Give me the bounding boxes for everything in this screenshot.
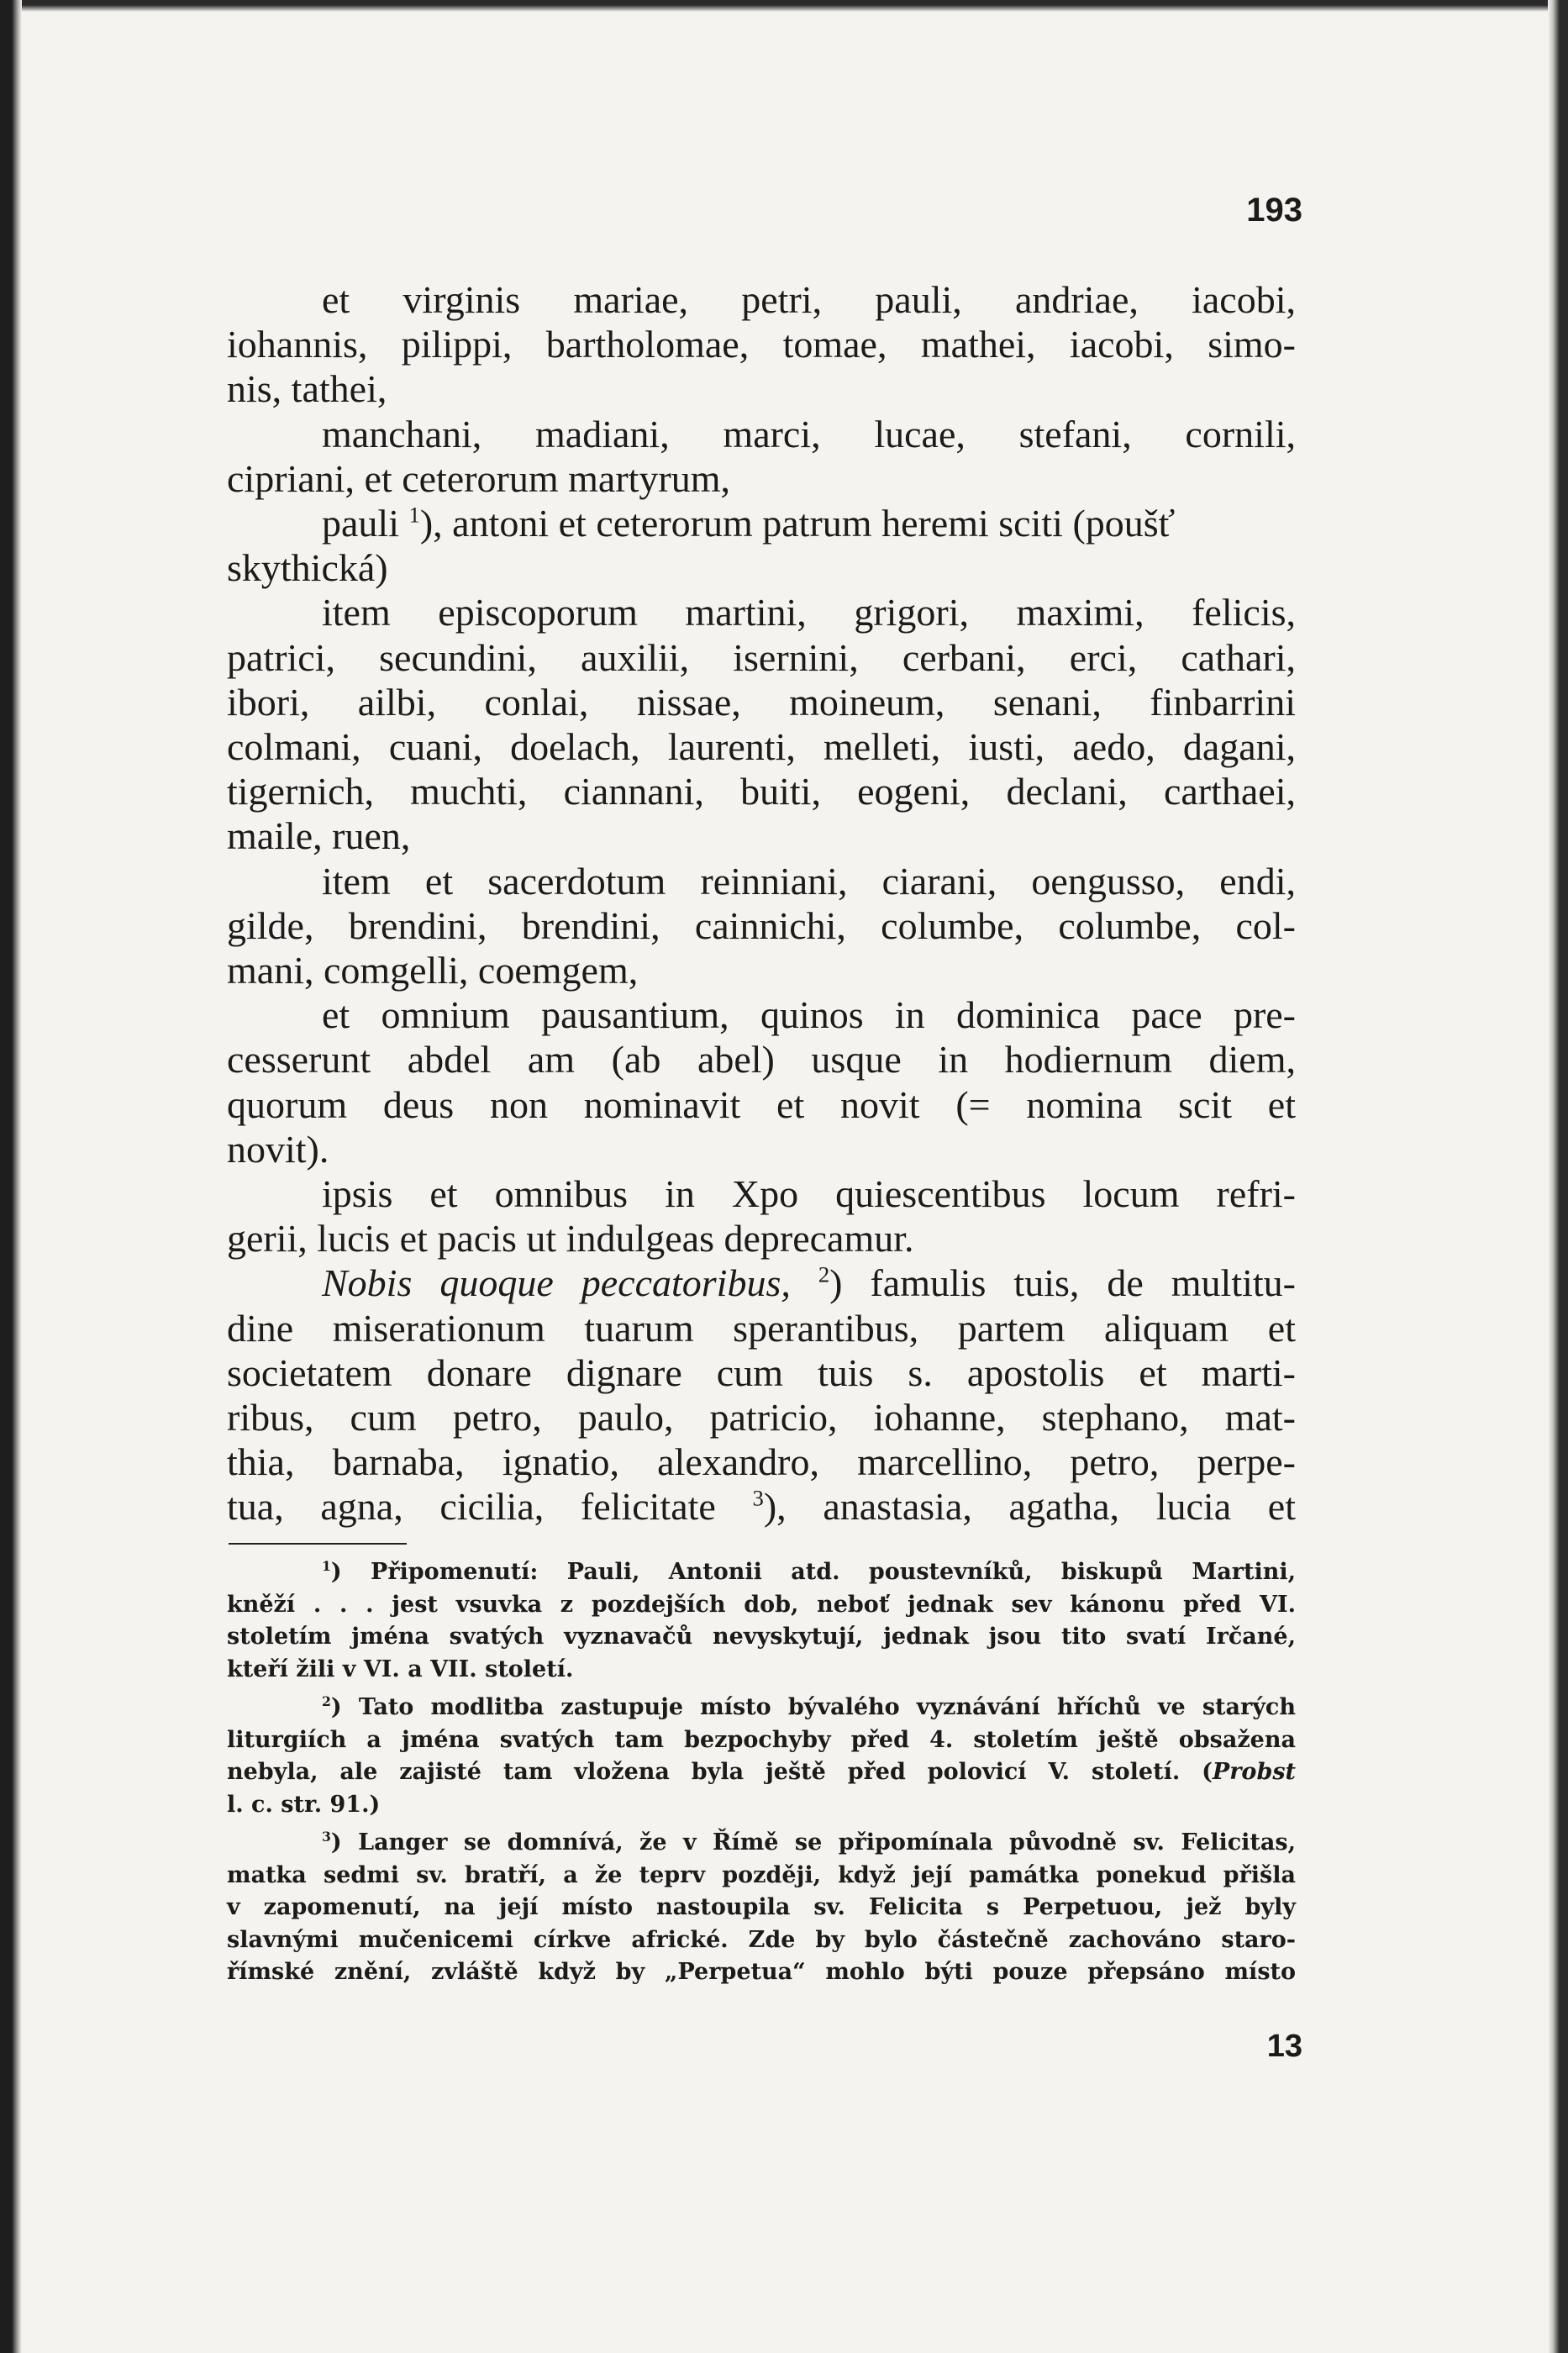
footnote-line: kteří žili v VI. a VII. století. xyxy=(227,1656,574,1682)
body-line: et omnium pausantium, quinos in dominica pace pre- xyxy=(322,993,1296,1037)
body-line-lead: pauli xyxy=(322,502,409,545)
footnote-line: kněží . . . jest vsuvka z pozdejších dob, neboť jednak sev kánonu před VI. xyxy=(227,1591,1296,1618)
body-line-rest: ) famulis tuis, de multitu- xyxy=(829,1261,1296,1305)
body-line: item episcoporum martini, grigori, maximi, felicis, xyxy=(322,591,1296,634)
body-line: patrici, secundini, auxilii, isernini, cerbani, erci, cathari, xyxy=(227,635,1296,679)
scan-top-edge xyxy=(0,0,1568,12)
footnote-ref-3: 3 xyxy=(752,1486,764,1512)
body-line: dine miserationum tuarum sperantibus, partem aliquam et xyxy=(227,1306,1296,1350)
body-line: colmani, cuani, doelach, laurenti, melleti, iusti, aedo, dagani, xyxy=(227,725,1296,769)
body-line xyxy=(227,1261,1296,1305)
footnote-line: l. c. str. 91.) xyxy=(227,1791,381,1818)
body-line: quorum deus non nominavit et novit (= nomina scit et xyxy=(227,1082,1296,1126)
footnote-line: v zapomenutí, na její místo nastoupila sv. Felicita s Perpetuou, jež byly xyxy=(227,1894,1296,1920)
footnote-citation: Probst xyxy=(1212,1759,1296,1785)
footnote-2 xyxy=(227,1692,1296,1821)
main-text xyxy=(227,277,1296,1529)
body-line: gerii, lucis et pacis ut indulgeas deprecamur. xyxy=(227,1217,914,1261)
footnote-line: stoletím jména svatých vyznavačů nevyskytují, jednak jsou tito svatí Irčané, xyxy=(227,1624,1296,1650)
page-number: 193 xyxy=(1246,192,1302,229)
footnote-line: matka sedmi sv. bratří, a že teprv později, když její památka ponekud přišla xyxy=(227,1861,1296,1888)
body-line: et virginis mariae, petri, pauli, andriae, iacobi, xyxy=(322,278,1296,321)
footnotes xyxy=(227,1556,1296,1995)
body-line: manchani, madiani, marci, lucae, stefani, cornili, xyxy=(322,412,1296,455)
body-line: tigernich, muchti, ciannani, buiti, eogeni, declani, carthaei, xyxy=(227,770,1296,813)
footnote-separator xyxy=(229,1543,407,1545)
scan-left-edge xyxy=(0,0,22,2353)
body-line-rest: ), anastasia, agatha, lucia et xyxy=(763,1485,1296,1529)
footnote-line xyxy=(227,1827,1296,1860)
signature-mark: 13 xyxy=(1266,2029,1302,2064)
footnote-mark: 3 xyxy=(322,1829,331,1845)
body-line-lead: Nobis quoque peccatoribus, xyxy=(322,1261,818,1305)
body-line: nis, tathei, xyxy=(227,367,387,411)
body-line: iohannis, pilippi, bartholomae, tomae, mathei, iacobi, simo- xyxy=(227,323,1296,366)
body-line: ibori, ailbi, conlai, nissae, moineum, senani, finbarrini xyxy=(227,680,1296,724)
body-line: ribus, cum petro, paulo, patricio, iohanne, stephano, mat- xyxy=(227,1396,1296,1440)
footnote-line: liturgiích a jména svatých tam bezpochyby před 4. stoletím ještě obsažena xyxy=(227,1726,1296,1753)
body-line: thia, barnaba, ignatio, alexandro, marcellino, petro, perpe- xyxy=(227,1440,1296,1484)
footnote-1 xyxy=(227,1556,1296,1686)
footnote-line xyxy=(227,1556,1296,1589)
footnote-ref-2: 2 xyxy=(818,1262,830,1288)
body-line: item et sacerdotum reinniani, ciarani, oengusso, endi, xyxy=(322,859,1296,903)
body-line: skythická) xyxy=(227,546,388,590)
footnote-text: nebyla, ale zajisté tam vložena byla ještě před polovicí V. století. ( xyxy=(227,1759,1213,1785)
body-line: gilde, brendini, brendini, cainnichi, columbe, columbe, col- xyxy=(227,903,1296,947)
footnote-text: ) Tato modlitba zastupuje místo bývalého vyznávání hříchů ve starých xyxy=(330,1694,1296,1720)
body-line-lead: tua, agna, cicilia, felicitate xyxy=(227,1485,753,1529)
footnote-line xyxy=(227,1692,1296,1724)
footnote-text: ) Připomenutí: Pauli, Antonii atd. poustevníků, biskupů Martini, xyxy=(330,1559,1296,1585)
footnote-text: ) Langer se domnívá, že v Římě se připomínala původně sv. Felicitas, xyxy=(330,1829,1296,1856)
footnote-line: římské znění, zvláště když by „Perpetua“ mohlo býti pouze přepsáno místo xyxy=(227,1959,1296,1985)
body-line: societatem donare dignare cum tuis s. apostolis et marti- xyxy=(227,1350,1296,1394)
body-line xyxy=(227,501,1296,545)
body-line: cipriani, et ceterorum martyrum, xyxy=(227,456,731,500)
footnote-mark: 1 xyxy=(322,1558,331,1574)
body-line: novit). xyxy=(227,1127,329,1171)
footnote-3 xyxy=(227,1827,1296,1989)
footnote-line xyxy=(227,1756,1296,1789)
footnote-mark: 2 xyxy=(322,1693,331,1709)
scan-right-edge xyxy=(1548,0,1568,2353)
body-line: ipsis et omnibus in Xpo quiescentibus locum refri- xyxy=(322,1172,1296,1216)
body-line: cesserunt abdel am (ab abel) usque in hodiernum diem, xyxy=(227,1038,1296,1082)
footnote-ref-1: 1 xyxy=(408,502,420,528)
body-line: mani, comgelli, coemgem, xyxy=(227,949,639,992)
body-line: maile, ruen, xyxy=(227,814,411,858)
footnote-line: slavnými mučenicemi církve africké. Zde by bylo částečně zachováno staro- xyxy=(227,1926,1296,1953)
body-line-rest: ), antoni et ceterorum patrum heremi sciti (poušť xyxy=(419,502,1176,545)
body-line xyxy=(227,1484,1296,1529)
